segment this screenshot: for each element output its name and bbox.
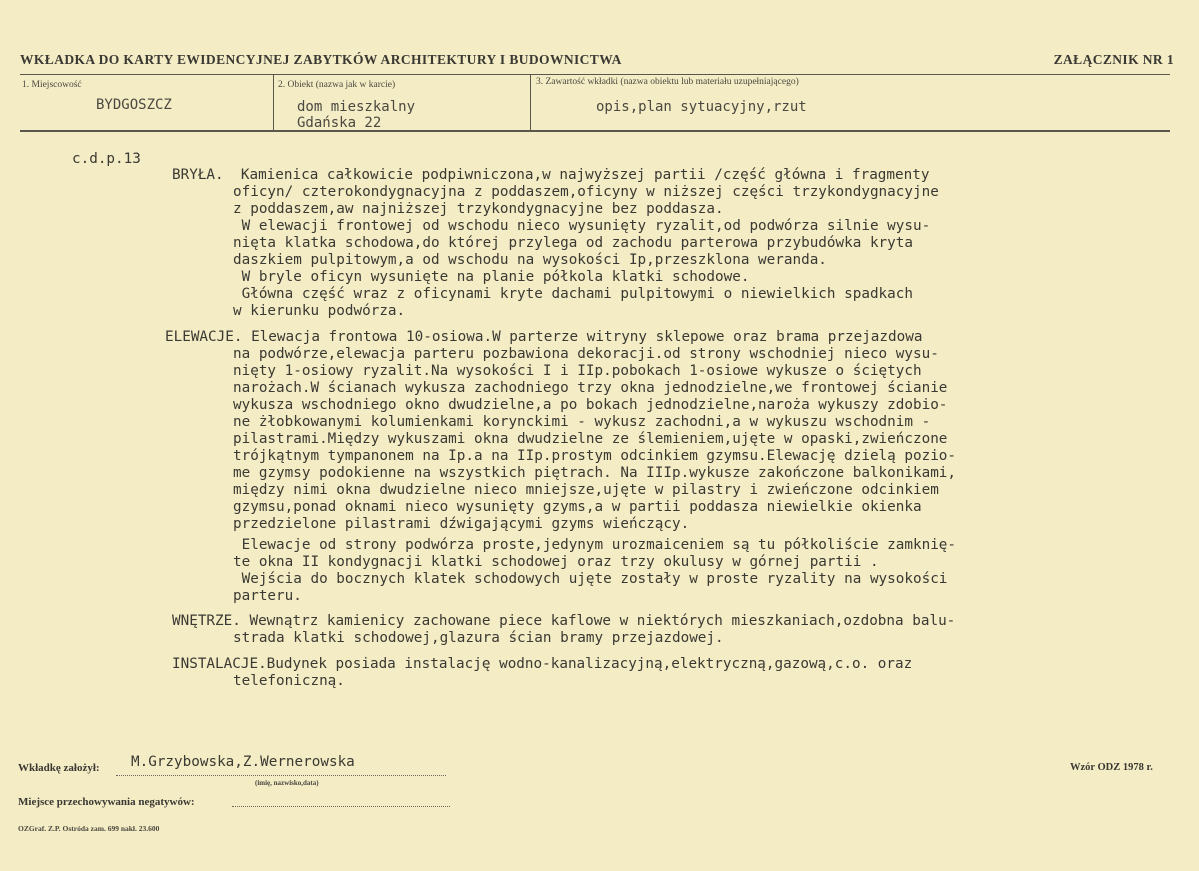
- document-title: WKŁADKA DO KARTY EWIDENCYJNEJ ZABYTKÓW ARCHITEKTURY I BUDOWNICTWA: [20, 52, 622, 67]
- text-line: daszkiem pulpitowym,a od wschodu na wysokości Ip,przeszklona weranda.: [233, 252, 827, 268]
- field-object-label: 2. Obiekt (nazwa jak w karcie): [278, 80, 396, 90]
- storage-dotted-line: [232, 806, 450, 807]
- form-model: Wzór ODZ 1978 r.: [1070, 762, 1153, 773]
- field-object-value-2: Gdańska 22: [297, 115, 382, 131]
- text-line: oficyn/ czterokondygnacyjna z poddaszem,oficyny w niższej części trzykondygnacyjne: [233, 184, 939, 200]
- text-line: me gzymsy podokienne na wszystkich piętrach. Na IIIp.wykusze zakończone balkonikami,: [233, 465, 957, 481]
- text-line: nięty 1-osiowy ryzalit.Na wysokości I i IIp.pobokach 1-osiowe wykusze o ściętych: [233, 363, 922, 379]
- box-bottom-rule: [20, 130, 1170, 132]
- field-object-value-1: dom mieszkalny: [297, 99, 416, 115]
- field-locality-value: BYDGOSZCZ: [96, 97, 172, 113]
- text-line: Elewacje od strony podwórza proste,jedynym urozmaiceniem są tu półkoliście zamknię-: [233, 537, 957, 553]
- text-line: telefoniczną.: [233, 673, 345, 689]
- text-line: wykusza wschodniego okno dwudzielne,a po bokach jednodzielne,naroża wykuszy zdobio-: [233, 397, 948, 413]
- text-line: Główna część wraz z oficynami kryte dachami pulpitowymi o niewielkich spadkach: [233, 286, 913, 302]
- text-line: INSTALACJE.Budynek posiada instalację wodno-kanalizacyjną,elektryczną,gazową,c.o. oraz: [172, 656, 913, 672]
- annex-number: ZAŁĄCZNIK NR 1: [1053, 52, 1174, 67]
- text-line: gzymsu,ponad oknami nieco wysunięty gzyms,a w partii poddasza niewielkie okienka: [233, 499, 922, 515]
- box-divider-2: [530, 74, 531, 131]
- printer-info: OZGraf. Z.P. Ostróda zam. 699 nakł. 23.600: [18, 824, 160, 833]
- text-line: parteru.: [233, 588, 302, 604]
- box-top-rule: [20, 74, 1170, 75]
- text-line: W elewacji frontowej od wschodu nieco wysunięty ryzalit,od podwórza silnie wysu-: [233, 218, 931, 234]
- text-line: nięta klatka schodowa,do której przylega od zachodu parterowa przybudówka kryta: [233, 235, 913, 251]
- field-contents-label: 3. Zawartość wkładki (nazwa obiektu lub materiału uzupełniającego): [536, 77, 799, 87]
- text-line: ELEWACJE. Elewacja frontowa 10-osiowa.W parterze witryny sklepowe oraz brama przejazdowa: [165, 329, 923, 345]
- text-line: na podwórze,elewacja parteru pozbawiona dekoracji.od strony wschodniej nieco wysu-: [233, 346, 939, 362]
- text-line: z poddaszem,aw najniższej trzykondygnacyjne bez poddasza.: [233, 201, 724, 217]
- field-locality-label: 1. Miejscowość: [22, 80, 82, 90]
- text-line: narożach.W ścianach wykusza zachodniego trzy okna jednodzielne,we frontowej ścianie: [233, 380, 948, 396]
- box-divider-1: [273, 74, 274, 131]
- text-line: między nimi okna dwudzielne nieco mniejsze,ujęte w pilastry i zwieńczone odcinkiem: [233, 482, 939, 498]
- text-line: trójkątnym tympanonem na Ip.a na IIp.prostym odcinkiem gzymsu.Elewację dzielą pozio-: [233, 448, 957, 464]
- author-value: M.Grzybowska,Z.Wernerowska: [131, 754, 355, 770]
- text-line: te okna II kondygnacji klatki schodowej oraz trzy okulusy w górnej partii .: [233, 554, 879, 570]
- text-line: przedzielone pilastrami dźwigającymi gzyms wieńczący.: [233, 516, 690, 532]
- author-label: Wkładkę założył:: [18, 762, 100, 774]
- text-line: ne żłobkowanymi kolumienkami korynckimi - wykusz zachodni,a w wykuszu wschodnim -: [233, 414, 931, 430]
- document-header: [20, 52, 1180, 74]
- text-line: Wejścia do bocznych klatek schodowych ujęte zostały w proste ryzality na wysokości: [233, 571, 948, 587]
- author-dotted-line: [116, 775, 446, 776]
- field-contents-value: opis,plan sytuacyjny,rzut: [596, 99, 807, 115]
- author-hint: (imię, nazwisko,data): [255, 779, 319, 787]
- text-line: strada klatki schodowej,glazura ścian bramy przejazdowej.: [233, 630, 724, 646]
- text-line: pilastrami.Między wykuszami okna dwudzielne ze ślemieniem,ujęte w opaski,zwieńczone: [233, 431, 948, 447]
- storage-label: Miejsce przechowywania negatywów:: [18, 796, 195, 808]
- text-line: w kierunku podwórza.: [233, 303, 406, 319]
- text-line: WNĘTRZE. Wewnątrz kamienicy zachowane piece kaflowe w niektórych mieszkaniach,ozdobna balu-: [172, 613, 956, 629]
- text-line: W bryle oficyn wysunięte na planie półkola klatki schodowe.: [233, 269, 750, 285]
- text-line: c.d.p.13: [72, 151, 141, 167]
- text-line: BRYŁA. Kamienica całkowicie podpiwniczona,w najwyższej partii /część główna i fragmenty: [172, 167, 930, 183]
